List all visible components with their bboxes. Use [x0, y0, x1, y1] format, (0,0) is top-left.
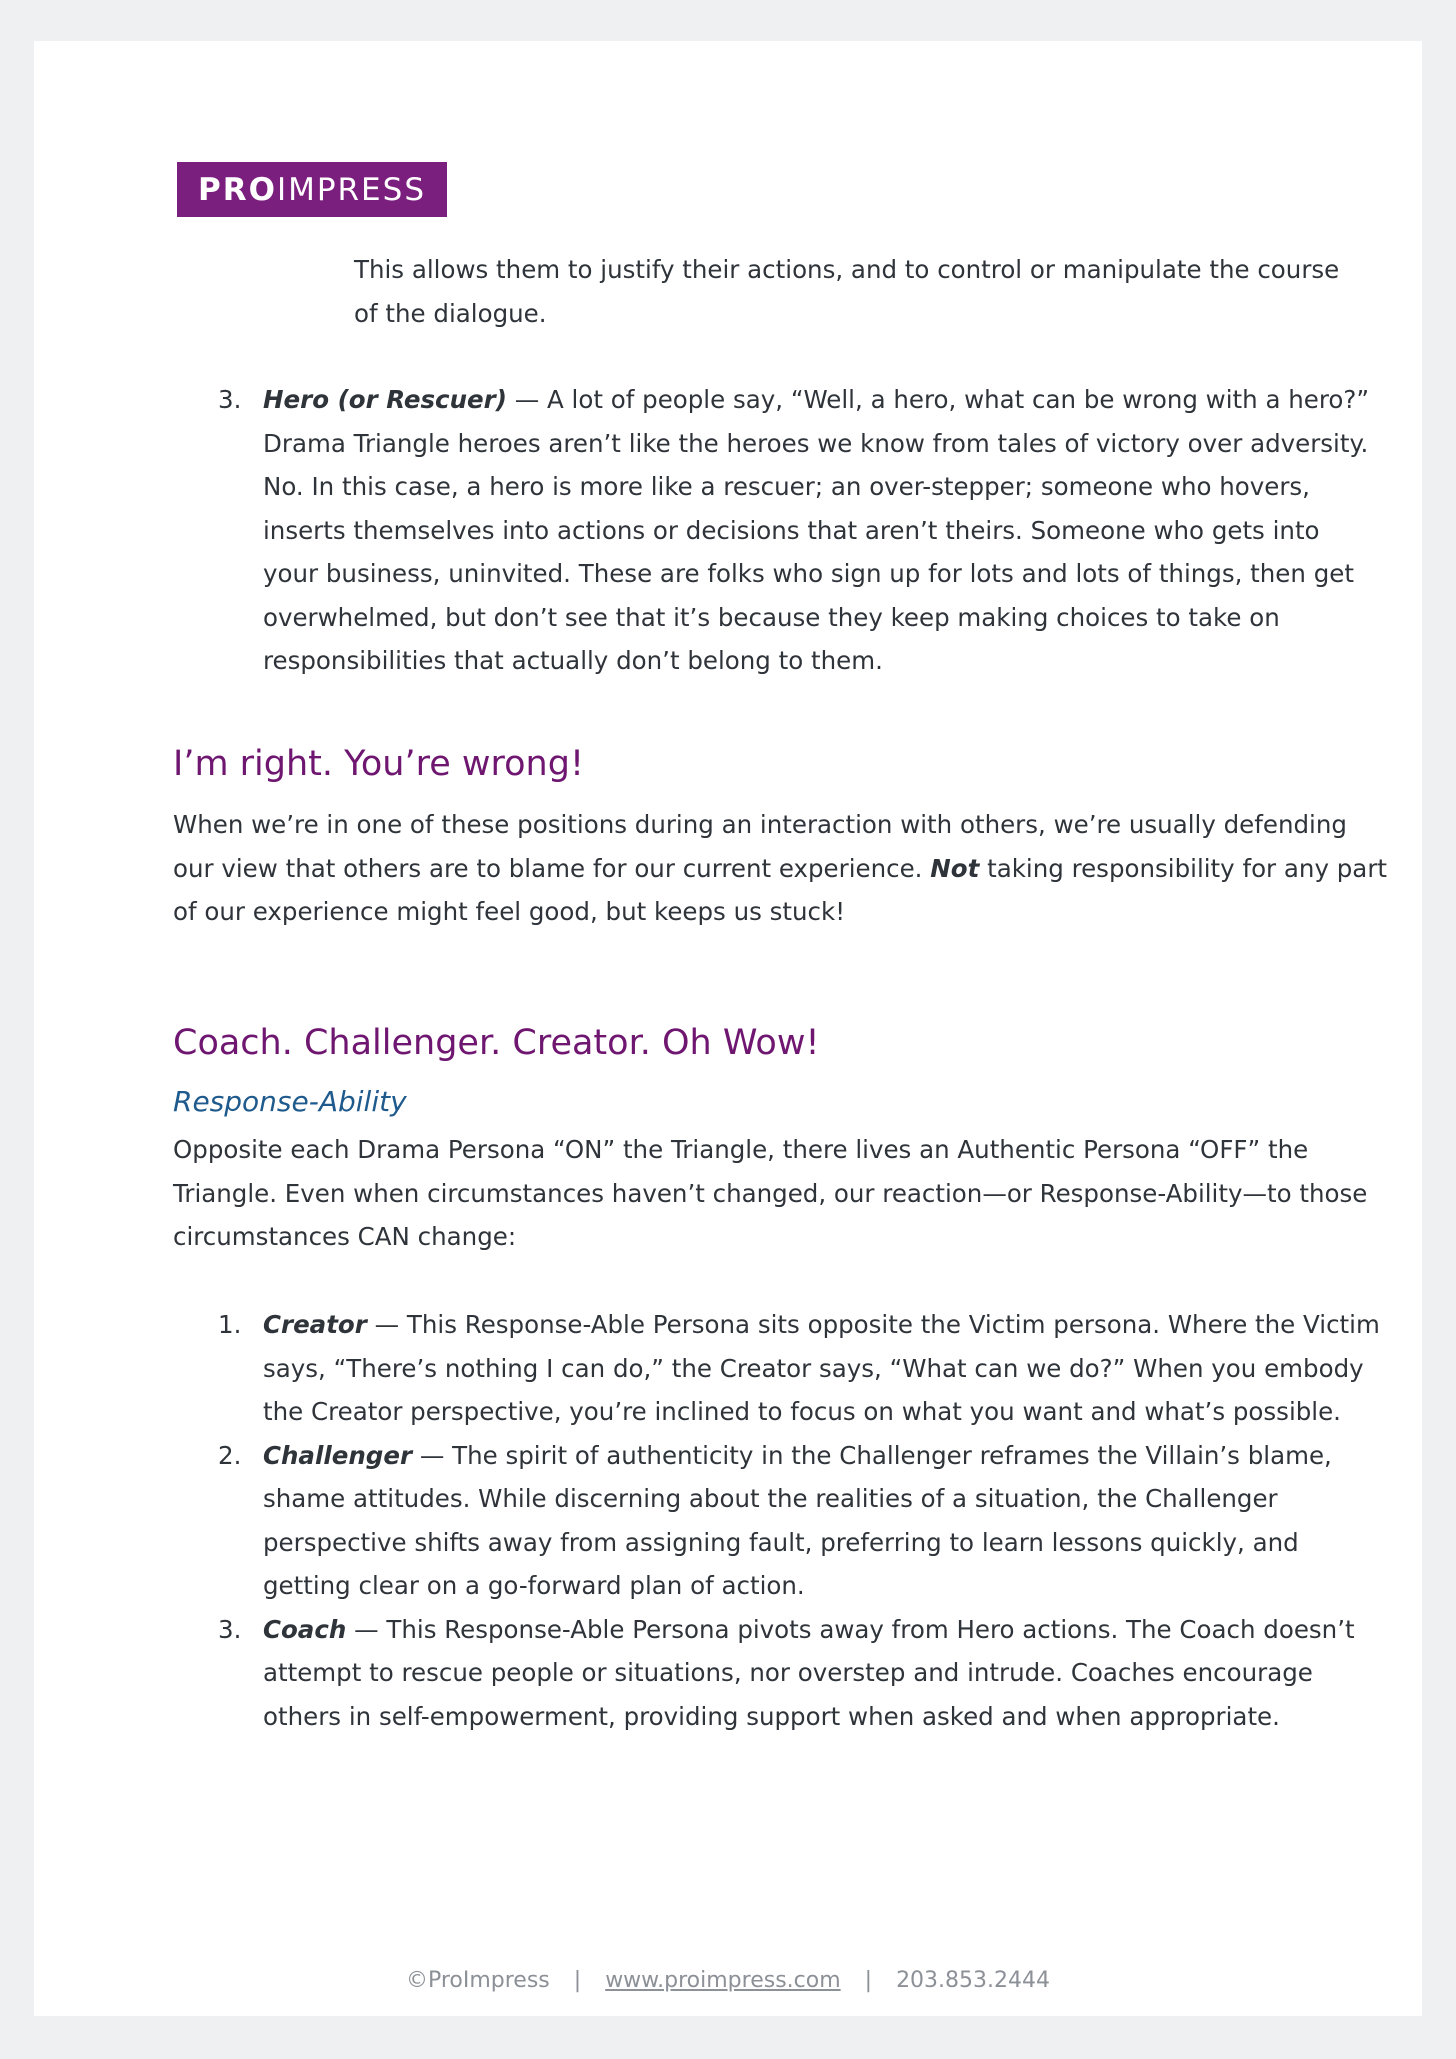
document-page — [34, 41, 1422, 2016]
hero-list-item — [218, 378, 1378, 683]
list-text: — The spirit of authenticity in the Challenger reframes the Villain’s blame, shame attitudes. While discerning about the realities of a situation, the Challenger perspective shifts away from assigning fault, preferring to learn lessons quickly, and getting clear on a go-forward plan of action. — [263, 1440, 1332, 1600]
footer-phone: 203.853.2444 — [896, 1968, 1051, 1993]
list-item — [218, 1303, 1388, 1434]
list-item — [218, 1608, 1388, 1739]
footer-separator: | — [573, 1968, 582, 1993]
section-heading-right-wrong: I’m right. You’re wrong! — [173, 744, 584, 784]
footer-copyright: ©ProImpress — [405, 1968, 550, 1993]
persona-list — [218, 1303, 1388, 1738]
footer-separator: | — [864, 1968, 873, 1993]
list-term: Challenger — [263, 1440, 413, 1470]
section-subheading: Response-Ability — [173, 1085, 407, 1118]
section-heading-coach: Coach. Challenger. Creator. Oh Wow! — [173, 1023, 820, 1063]
logo-light-text: IMPRESS — [276, 171, 427, 208]
list-number: 1. — [218, 1310, 242, 1339]
list-text: — This Response-Able Persona pivots away from Hero actions. The Coach doesn’t attempt to rescue people or situations, nor overstep and intrude. Coaches encourage others in self-empowerment, providing support when asked and when appropriate. — [263, 1614, 1355, 1731]
section1-emphasis: Not — [930, 853, 980, 883]
section2-intro-paragraph: Opposite each Drama Persona “ON” the Triangle, there lives an Authentic Persona “OFF” the Triangle. Even when circumstances haven’t changed, our reaction—or Response-Ability—to those circumstances CAN change: — [173, 1135, 1368, 1251]
footer-website-link[interactable]: www.proimpress.com — [605, 1968, 841, 1993]
list-number: 3. — [218, 1614, 242, 1644]
list-text: — This Response-Able Persona sits opposite the Victim persona. Where the Victim says, “There’s nothing I can do,” the Creator says, “What can we do?” When you embody the Creator perspective, you’re inclined to focus on what you want and what’s possible. — [263, 1310, 1380, 1426]
list-term: Hero (or Rescuer) — [263, 385, 507, 414]
section1-text-after: taking responsibility for any part of our experience might feel good, but keeps us stuck! — [173, 853, 1387, 926]
section1-paragraph — [173, 803, 1393, 934]
page-footer — [34, 1968, 1422, 1993]
continuation-paragraph: This allows them to justify their actions, and to control or manipulate the course of the dialogue. — [354, 255, 1340, 328]
section1-text-before: When we’re in one of these positions during an interaction with others, we’re usually defending our view that others are to blame for our current experience. — [173, 810, 1347, 883]
list-number: 3. — [218, 385, 242, 414]
list-text: — A lot of people say, “Well, a hero, what can be wrong with a hero?” Drama Triangle heroes aren’t like the heroes we know from tales of victory over adversity. No. In this case, a hero is more like a rescuer; an over-stepper; someone who hovers, inserts themselves into actions or decisions that aren’t theirs. Someone who gets into your business, uninvited. These are folks who sign up for lots and lots of things, then get overwhelmed, but don’t see that it’s because they keep making choices to take on responsibilities that actually don’t belong to them. — [263, 385, 1370, 675]
logo-bold-text: PRO — [197, 171, 277, 208]
list-term: Creator — [263, 1310, 367, 1339]
list-term: Coach — [263, 1614, 347, 1644]
proimpress-logo — [177, 162, 447, 217]
list-item — [218, 1434, 1388, 1608]
list-number: 2. — [218, 1440, 242, 1470]
